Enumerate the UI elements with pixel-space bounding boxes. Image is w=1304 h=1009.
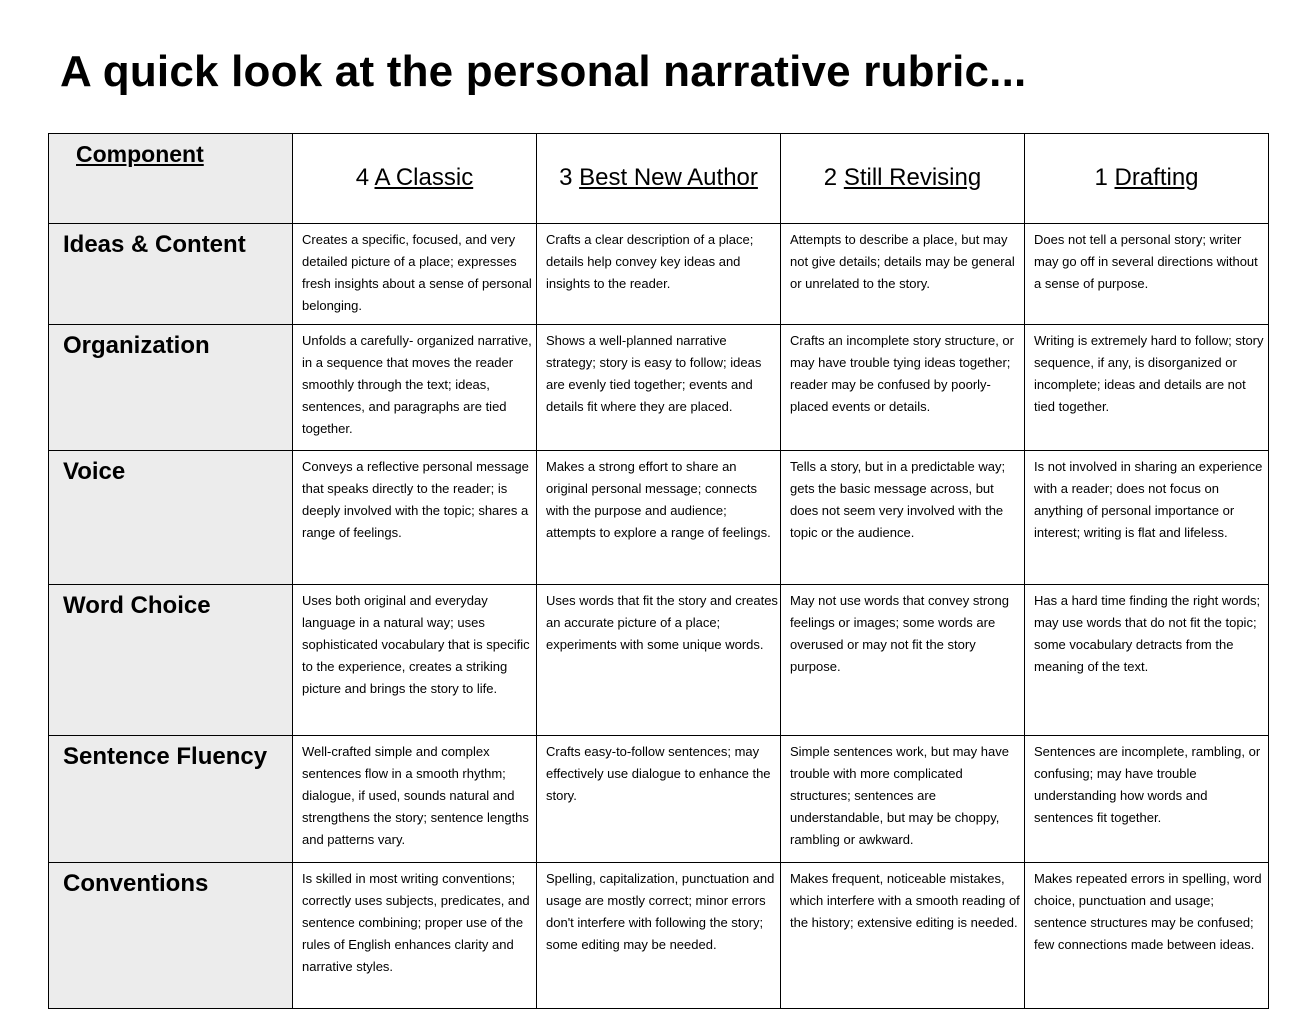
component-label: Organization [49, 325, 293, 451]
table-row [49, 863, 1269, 1009]
rubric-cell: Makes repeated errors in spelling, word choice, punctuation and usage; sentence structures may be confused; few connections made between ideas. [1025, 863, 1269, 1009]
level-header-2 [781, 134, 1025, 224]
rubric-cell: May not use words that convey strong feelings or images; some words are overused or may not fit the story purpose. [781, 585, 1025, 736]
level-name: Still Revising [843, 164, 982, 191]
component-label: Conventions [49, 863, 293, 1009]
level-header-4 [293, 134, 537, 224]
component-label: Voice [49, 451, 293, 585]
table-row [49, 736, 1269, 863]
table-row [49, 585, 1269, 736]
rubric-cell: Is not involved in sharing an experience with a reader; does not focus on anything of personal importance or interest; writing is flat and lifeless. [1025, 451, 1269, 585]
rubric-cell: Tells a story, but in a predictable way; gets the basic message across, but does not seem very involved with the topic or the audience. [781, 451, 1025, 585]
rubric-table [48, 133, 1269, 1009]
rubric-cell: Well-crafted simple and complex sentences flow in a smooth rhythm; dialogue, if used, sounds natural and strengthens the story; sentence lengths and patterns vary. [293, 736, 537, 863]
level-name: A Classic [374, 164, 474, 191]
rubric-cell: Writing is extremely hard to follow; story sequence, if any, is disorganized or incomplete; ideas and details are not tied together. [1025, 325, 1269, 451]
rubric-cell: Crafts easy-to-follow sentences; may effectively use dialogue to enhance the story. [537, 736, 781, 863]
level-name: Best New Author [579, 164, 758, 191]
component-header: Component [49, 134, 293, 224]
rubric-cell: Simple sentences work, but may have trouble with more complicated structures; sentences are understandable, but may be choppy, rambling or awkward. [781, 736, 1025, 863]
rubric-cell: Does not tell a personal story; writer may go off in several directions without a sense of purpose. [1025, 224, 1269, 325]
rubric-cell: Sentences are incomplete, rambling, or confusing; may have trouble understanding how words and sentences fit together. [1025, 736, 1269, 863]
component-label: Sentence Fluency [49, 736, 293, 863]
rubric-cell: Crafts an incomplete story structure, or may have trouble tying ideas together; reader may be confused by poorly-placed events or details. [781, 325, 1025, 451]
rubric-cell: Attempts to describe a place, but may not give details; details may be general or unrelated to the story. [781, 224, 1025, 325]
level-number: 4 [355, 164, 370, 191]
rubric-cell: Uses both original and everyday language in a natural way; uses sophisticated vocabulary that is specific to the experience, creates a striking picture and brings the story to life. [293, 585, 537, 736]
rubric-cell: Conveys a reflective personal message that speaks directly to the reader; is deeply involved with the topic; shares a range of feelings. [293, 451, 537, 585]
table-row [49, 224, 1269, 325]
rubric-cell: Makes a strong effort to share an original personal message; connects with the purpose and audience; attempts to explore a range of feelings. [537, 451, 781, 585]
level-header-1 [1025, 134, 1269, 224]
level-number: 3 [559, 164, 573, 191]
rubric-cell: Creates a specific, focused, and very detailed picture of a place; expresses fresh insights about a sense of personal belonging. [293, 224, 537, 325]
rubric-cell: Shows a well-planned narrative strategy; story is easy to follow; ideas are evenly tied together; events and details fit where they are placed. [537, 325, 781, 451]
level-header-3 [537, 134, 781, 224]
level-number: 1 [1094, 164, 1108, 191]
table-row [49, 325, 1269, 451]
component-label: Word Choice [49, 585, 293, 736]
component-label: Ideas & Content [49, 224, 293, 325]
table-row [49, 451, 1269, 585]
rubric-cell: Unfolds a carefully- organized narrative, in a sequence that moves the reader smoothly through the text; ideas, sentences, and paragraphs are tied together. [293, 325, 537, 451]
rubric-cell: Has a hard time finding the right words; may use words that do not fit the topic; some vocabulary detracts from the meaning of the text. [1025, 585, 1269, 736]
rubric-cell: Crafts a clear description of a place; details help convey key ideas and insights to the reader. [537, 224, 781, 325]
rubric-cell: Makes frequent, noticeable mistakes, which interfere with a smooth reading of the history; extensive editing is needed. [781, 863, 1025, 1009]
page-title: A quick look at the personal narrative rubric... [60, 47, 1027, 96]
rubric-cell: Spelling, capitalization, punctuation and usage are mostly correct; minor errors don't interfere with following the story; some editing may be needed. [537, 863, 781, 1009]
level-number: 2 [823, 164, 838, 191]
header-row [49, 134, 1269, 224]
rubric-cell: Uses words that fit the story and creates an accurate picture of a place; experiments with some unique words. [537, 585, 781, 736]
rubric-cell: Is skilled in most writing conventions; correctly uses subjects, predicates, and sentence combining; proper use of the rules of English enhances clarity and narrative styles. [293, 863, 537, 1009]
level-name: Drafting [1114, 164, 1199, 191]
